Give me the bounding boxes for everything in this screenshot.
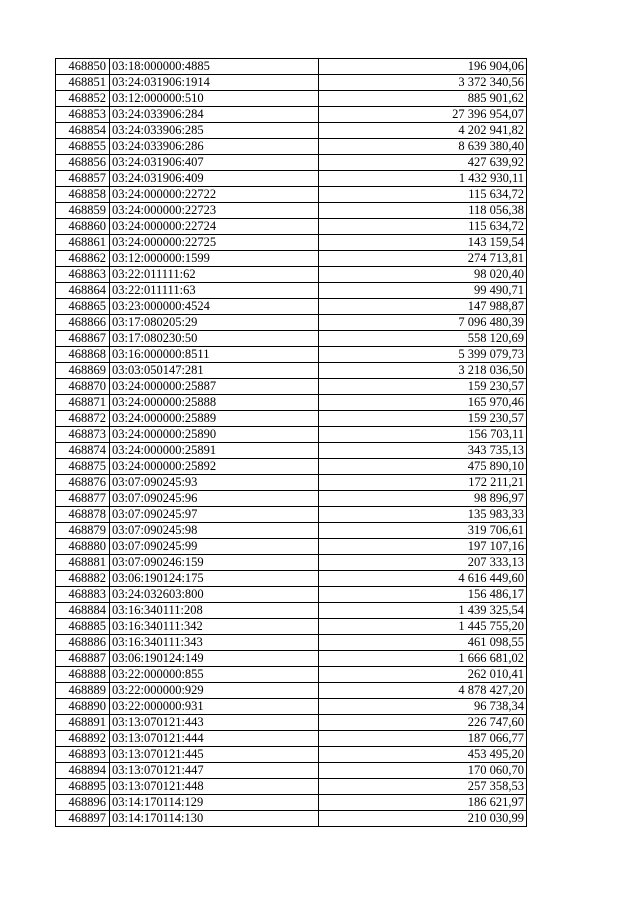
cadastral-number-cell: 03:24:000000:22723 [110,203,319,219]
row-number-cell: 468851 [56,75,110,91]
row-number-cell: 468884 [56,603,110,619]
value-cell: 98 896,97 [319,491,527,507]
cadastral-number-cell: 03:06:190124:149 [110,651,319,667]
cadastral-number-cell: 03:07:090245:93 [110,475,319,491]
cadastral-number-cell: 03:24:000000:25891 [110,443,319,459]
table-row [56,171,527,187]
table-row [56,555,527,571]
value-cell: 115 634,72 [319,219,527,235]
value-cell: 475 890,10 [319,459,527,475]
row-number-cell: 468855 [56,139,110,155]
table-row [56,395,527,411]
row-number-cell: 468891 [56,715,110,731]
table-row [56,235,527,251]
value-cell: 197 107,16 [319,539,527,555]
value-cell: 226 747,60 [319,715,527,731]
row-number-cell: 468857 [56,171,110,187]
row-number-cell: 468883 [56,587,110,603]
row-number-cell: 468876 [56,475,110,491]
cadastral-number-cell: 03:07:090245:97 [110,507,319,523]
row-number-cell: 468864 [56,283,110,299]
cadastral-number-cell: 03:16:000000:8511 [110,347,319,363]
row-number-cell: 468852 [56,91,110,107]
table-row [56,299,527,315]
value-cell: 4 878 427,20 [319,683,527,699]
table-row [56,651,527,667]
cadastral-number-cell: 03:07:090245:98 [110,523,319,539]
value-cell: 135 983,33 [319,507,527,523]
row-number-cell: 468872 [56,411,110,427]
cadastral-number-cell: 03:24:033906:284 [110,107,319,123]
cadastral-number-cell: 03:03:050147:281 [110,363,319,379]
value-cell: 257 358,53 [319,779,527,795]
value-cell: 196 904,06 [319,59,527,75]
value-cell: 156 486,17 [319,587,527,603]
table-row [56,763,527,779]
table-row [56,347,527,363]
value-cell: 4 202 941,82 [319,123,527,139]
value-cell: 96 738,34 [319,699,527,715]
value-cell: 27 396 954,07 [319,107,527,123]
value-cell: 165 970,46 [319,395,527,411]
table-row [56,155,527,171]
cadastral-number-cell: 03:24:000000:25887 [110,379,319,395]
cadastral-number-cell: 03:16:340111:342 [110,619,319,635]
row-number-cell: 468856 [56,155,110,171]
cadastral-number-cell: 03:22:011111:62 [110,267,319,283]
cadastral-number-cell: 03:24:000000:25890 [110,427,319,443]
table-row [56,747,527,763]
cadastral-number-cell: 03:24:031906:409 [110,171,319,187]
value-cell: 262 010,41 [319,667,527,683]
row-number-cell: 468888 [56,667,110,683]
cadastral-number-cell: 03:24:000000:22725 [110,235,319,251]
cadastral-number-cell: 03:24:000000:25888 [110,395,319,411]
table-row [56,619,527,635]
value-cell: 1 439 325,54 [319,603,527,619]
row-number-cell: 468869 [56,363,110,379]
row-number-cell: 468892 [56,731,110,747]
cadastral-number-cell: 03:07:090246:159 [110,555,319,571]
cadastral-number-cell: 03:12:000000:1599 [110,251,319,267]
cadastral-number-cell: 03:13:070121:445 [110,747,319,763]
row-number-cell: 468858 [56,187,110,203]
table-row [56,683,527,699]
row-number-cell: 468868 [56,347,110,363]
row-number-cell: 468861 [56,235,110,251]
table-row [56,507,527,523]
row-number-cell: 468875 [56,459,110,475]
row-number-cell: 468871 [56,395,110,411]
table-row [56,123,527,139]
row-number-cell: 468850 [56,59,110,75]
row-number-cell: 468896 [56,795,110,811]
row-number-cell: 468885 [56,619,110,635]
row-number-cell: 468897 [56,811,110,827]
table-row [56,203,527,219]
row-number-cell: 468853 [56,107,110,123]
value-cell: 159 230,57 [319,411,527,427]
cadastral-number-cell: 03:18:000000:4885 [110,59,319,75]
value-cell: 3 372 340,56 [319,75,527,91]
table-body [56,59,527,827]
cadastral-number-cell: 03:24:031906:407 [110,155,319,171]
value-cell: 210 030,99 [319,811,527,827]
cadastral-number-cell: 03:24:000000:22722 [110,187,319,203]
table-row [56,315,527,331]
value-cell: 427 639,92 [319,155,527,171]
value-cell: 118 056,38 [319,203,527,219]
table-row [56,363,527,379]
value-cell: 4 616 449,60 [319,571,527,587]
row-number-cell: 468881 [56,555,110,571]
value-cell: 143 159,54 [319,235,527,251]
cadastral-number-cell: 03:13:070121:448 [110,779,319,795]
table-row [56,91,527,107]
table-row [56,491,527,507]
row-number-cell: 468887 [56,651,110,667]
table-row [56,459,527,475]
value-cell: 1 666 681,02 [319,651,527,667]
cadastral-number-cell: 03:07:090245:99 [110,539,319,555]
cadastral-number-cell: 03:13:070121:447 [110,763,319,779]
value-cell: 1 445 755,20 [319,619,527,635]
row-number-cell: 468873 [56,427,110,443]
row-number-cell: 468860 [56,219,110,235]
table-row [56,187,527,203]
cadastral-number-cell: 03:22:011111:63 [110,283,319,299]
table-row [56,139,527,155]
value-cell: 170 060,70 [319,763,527,779]
table-row [56,107,527,123]
cadastral-number-cell: 03:22:000000:929 [110,683,319,699]
row-number-cell: 468863 [56,267,110,283]
table-row [56,699,527,715]
cadastral-number-cell: 03:14:170114:129 [110,795,319,811]
row-number-cell: 468893 [56,747,110,763]
row-number-cell: 468866 [56,315,110,331]
row-number-cell: 468854 [56,123,110,139]
table-row [56,443,527,459]
table-row [56,283,527,299]
table-row [56,571,527,587]
cadastral-value-table [55,58,527,827]
row-number-cell: 468886 [56,635,110,651]
row-number-cell: 468882 [56,571,110,587]
table-row [56,731,527,747]
table-row [56,635,527,651]
cadastral-number-cell: 03:16:340111:343 [110,635,319,651]
value-cell: 98 020,40 [319,267,527,283]
value-cell: 159 230,57 [319,379,527,395]
table-row [56,523,527,539]
value-cell: 172 211,21 [319,475,527,491]
value-cell: 8 639 380,40 [319,139,527,155]
value-cell: 5 399 079,73 [319,347,527,363]
table-row [56,219,527,235]
value-cell: 207 333,13 [319,555,527,571]
cadastral-number-cell: 03:24:000000:22724 [110,219,319,235]
value-cell: 1 432 930,11 [319,171,527,187]
cadastral-number-cell: 03:22:000000:931 [110,699,319,715]
row-number-cell: 468894 [56,763,110,779]
cadastral-number-cell: 03:22:000000:855 [110,667,319,683]
value-cell: 147 988,87 [319,299,527,315]
cadastral-number-cell: 03:24:000000:25892 [110,459,319,475]
table-row [56,811,527,827]
table-row [56,603,527,619]
row-number-cell: 468862 [56,251,110,267]
value-cell: 461 098,55 [319,635,527,651]
row-number-cell: 468867 [56,331,110,347]
table-row [56,475,527,491]
cadastral-number-cell: 03:24:033906:286 [110,139,319,155]
row-number-cell: 468870 [56,379,110,395]
value-cell: 319 706,61 [319,523,527,539]
table-row [56,667,527,683]
table-row [56,411,527,427]
table-row [56,779,527,795]
value-cell: 558 120,69 [319,331,527,347]
value-cell: 156 703,11 [319,427,527,443]
cadastral-number-cell: 03:13:070121:444 [110,731,319,747]
table-row [56,267,527,283]
table-row [56,427,527,443]
cadastral-number-cell: 03:07:090245:96 [110,491,319,507]
value-cell: 453 495,20 [319,747,527,763]
table-row [56,331,527,347]
cadastral-number-cell: 03:16:340111:208 [110,603,319,619]
value-cell: 186 621,97 [319,795,527,811]
row-number-cell: 468859 [56,203,110,219]
row-number-cell: 468895 [56,779,110,795]
cadastral-number-cell: 03:14:170114:130 [110,811,319,827]
table-row [56,539,527,555]
row-number-cell: 468877 [56,491,110,507]
table-row [56,587,527,603]
value-cell: 343 735,13 [319,443,527,459]
cadastral-number-cell: 03:17:080205:29 [110,315,319,331]
row-number-cell: 468889 [56,683,110,699]
value-cell: 7 096 480,39 [319,315,527,331]
row-number-cell: 468878 [56,507,110,523]
cadastral-number-cell: 03:17:080230:50 [110,331,319,347]
table-row [56,715,527,731]
cadastral-number-cell: 03:24:032603:800 [110,587,319,603]
cadastral-number-cell: 03:23:000000:4524 [110,299,319,315]
row-number-cell: 468879 [56,523,110,539]
table-row [56,75,527,91]
cadastral-number-cell: 03:24:033906:285 [110,123,319,139]
row-number-cell: 468865 [56,299,110,315]
table-row [56,251,527,267]
value-cell: 885 901,62 [319,91,527,107]
row-number-cell: 468880 [56,539,110,555]
row-number-cell: 468890 [56,699,110,715]
value-cell: 274 713,81 [319,251,527,267]
row-number-cell: 468874 [56,443,110,459]
value-cell: 99 490,71 [319,283,527,299]
cadastral-number-cell: 03:06:190124:175 [110,571,319,587]
value-cell: 115 634,72 [319,187,527,203]
cadastral-number-cell: 03:12:000000:510 [110,91,319,107]
table-row [56,59,527,75]
cadastral-number-cell: 03:24:000000:25889 [110,411,319,427]
table-row [56,795,527,811]
value-cell: 187 066,77 [319,731,527,747]
cadastral-number-cell: 03:13:070121:443 [110,715,319,731]
cadastral-number-cell: 03:24:031906:1914 [110,75,319,91]
value-cell: 3 218 036,50 [319,363,527,379]
table-row [56,379,527,395]
